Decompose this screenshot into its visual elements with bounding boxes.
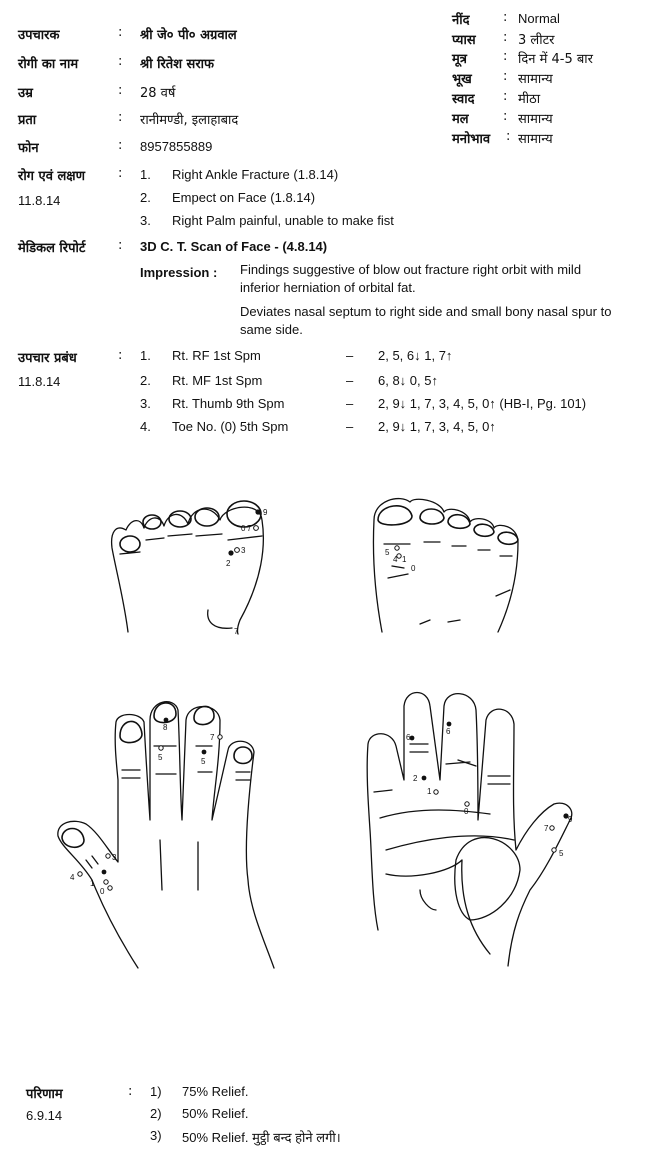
phone-label: फोन <box>18 141 39 156</box>
sep: : <box>506 129 511 144</box>
point-label: 0 <box>241 524 246 533</box>
address-label: प्रता <box>18 113 37 128</box>
point-label: 7 <box>247 524 252 533</box>
address-value: रानीमण्डी, इलाहाबाद <box>140 113 239 128</box>
sep: : <box>118 238 123 253</box>
symptoms-label: रोग एवं लक्षण <box>18 169 86 184</box>
treatment-site: Toe No. (0) 5th Spm <box>172 419 289 434</box>
sep: : <box>503 30 508 45</box>
vital-value: सामान्य <box>518 132 553 147</box>
point-label: 6 <box>446 727 451 736</box>
vital-value: मीठा <box>518 92 541 107</box>
point-label: 5 <box>158 753 163 762</box>
treatment-site: Rt. Thumb 9th Spm <box>172 396 285 411</box>
sep: : <box>503 10 508 25</box>
vital-value: 3 लीटर <box>518 33 555 48</box>
list-num: 3) <box>150 1128 162 1143</box>
treatment-points: 2, 9↓ 1, 7, 3, 4, 5, 0↑ (HB-I, Pg. 101) <box>378 396 587 411</box>
point-label: 7 <box>544 824 549 833</box>
list-num: 3. <box>140 396 151 411</box>
vital-value: Normal <box>518 11 560 26</box>
sep: : <box>118 348 123 363</box>
list-num: 2. <box>140 373 151 388</box>
sep: : <box>503 49 508 64</box>
sep: : <box>118 54 123 69</box>
point-label: 2 <box>226 559 231 568</box>
result-item: 50% Relief. मुट्ठी बन्द होने लगी। <box>182 1130 341 1145</box>
sep: : <box>118 166 123 181</box>
list-num: 1) <box>150 1084 162 1099</box>
point-label: 3 <box>112 853 117 862</box>
point-label: 0 <box>464 807 469 816</box>
sep: : <box>503 89 508 104</box>
patient-name-value: श्री रितेश सराफ <box>140 57 215 72</box>
sep: : <box>503 69 508 84</box>
result-item: 50% Relief. <box>182 1106 249 1121</box>
point-label: 5 <box>385 548 390 557</box>
scan-title: 3D C. T. Scan of Face - (4.8.14) <box>140 239 328 254</box>
report-label: मेडिकल रिपोर्ट <box>18 241 86 256</box>
sep: : <box>118 25 123 40</box>
vital-value: सामान्य <box>518 72 553 87</box>
age-label: उम्र <box>18 86 33 101</box>
vital-label: स्वाद <box>452 92 475 107</box>
point-label: 4 <box>70 873 75 882</box>
vital-label: नींद <box>452 13 470 28</box>
treatment-label: उपचार प्रबंध <box>18 351 77 366</box>
impression-text-2: Deviates nasal septum to right side and small bony nasal spur to same side. <box>240 304 612 337</box>
point-label: 6 <box>406 733 411 742</box>
treatment-points: 6, 8↓ 0, 5↑ <box>378 373 438 388</box>
list-num: 4. <box>140 419 151 434</box>
foot-top-diagram <box>112 501 268 636</box>
dash: – <box>346 373 354 388</box>
point-label: 9 <box>568 815 573 824</box>
patient-name-label: रोगी का नाम <box>18 57 79 72</box>
point-label: 1 <box>90 879 95 888</box>
dash: – <box>346 396 354 411</box>
point-label: 0 <box>100 887 105 896</box>
dash: – <box>346 419 354 434</box>
treatment-site: Rt. MF 1st Spm <box>172 373 263 388</box>
treatment-site: Rt. RF 1st Spm <box>172 348 261 363</box>
point-label: 2 <box>413 774 418 783</box>
list-num: 3. <box>140 213 151 228</box>
point-label: 7 <box>210 733 215 742</box>
point-label: 5 <box>559 849 564 858</box>
list-num: 1. <box>140 348 151 363</box>
vital-label: मनोभाव <box>452 132 491 147</box>
result-label: परिणाम <box>26 1087 63 1102</box>
treatment-points: 2, 5, 6↓ 1, 7↑ <box>378 348 453 363</box>
point-label: 3 <box>241 546 246 555</box>
impression-text-1: Findings suggestive of blow out fracture right orbit with mild inferior herniation of orbital fat. <box>240 262 582 295</box>
sep: : <box>118 138 123 153</box>
impression-label: Impression : <box>140 265 218 280</box>
vital-label: भूख <box>452 72 472 87</box>
sep: : <box>128 1084 133 1099</box>
result-date: 6.9.14 <box>26 1108 63 1123</box>
vital-label: मल <box>452 112 469 127</box>
vital-value: दिन में 4-5 बार <box>518 52 593 67</box>
result-item: 75% Relief. <box>182 1084 249 1099</box>
hand-back-diagram <box>58 702 274 968</box>
point-label: 5 <box>201 757 206 766</box>
list-num: 1. <box>140 167 151 182</box>
vital-value: सामान्य <box>518 112 553 127</box>
vital-label: मूत्र <box>452 52 467 67</box>
treatment-points: 2, 9↓ 1, 7, 3, 4, 5, 0↑ <box>378 419 496 434</box>
point-label: 8 <box>163 723 168 732</box>
point-label: 0 <box>411 564 416 573</box>
vital-label: प्यास <box>452 33 476 48</box>
symptoms-date: 11.8.14 <box>18 193 61 208</box>
point-label: 7 <box>234 627 239 636</box>
sep: : <box>503 109 508 124</box>
point-label: 1 <box>402 555 407 564</box>
palm-diagram <box>367 693 573 967</box>
age-value: 28 वर्ष <box>140 86 176 101</box>
list-num: 2) <box>150 1106 162 1121</box>
list-num: 2. <box>140 190 151 205</box>
therapist-label: उपचारक <box>18 28 60 43</box>
point-label: 4 <box>393 555 398 564</box>
foot-sole-diagram <box>373 499 518 632</box>
dash: – <box>346 348 354 363</box>
therapist-value: श्री जे० पी० अग्रवाल <box>140 28 237 43</box>
point-label: 9 <box>263 508 268 517</box>
sep: : <box>118 83 123 98</box>
symptom-item: Right Palm painful, unable to make fist <box>172 213 394 228</box>
symptom-item: Empect on Face (1.8.14) <box>172 190 316 205</box>
symptom-item: Right Ankle Fracture (1.8.14) <box>172 167 339 182</box>
treatment-date: 11.8.14 <box>18 374 61 389</box>
sep: : <box>118 110 123 125</box>
point-label: 1 <box>427 787 432 796</box>
phone-value: 8957855889 <box>140 139 213 154</box>
